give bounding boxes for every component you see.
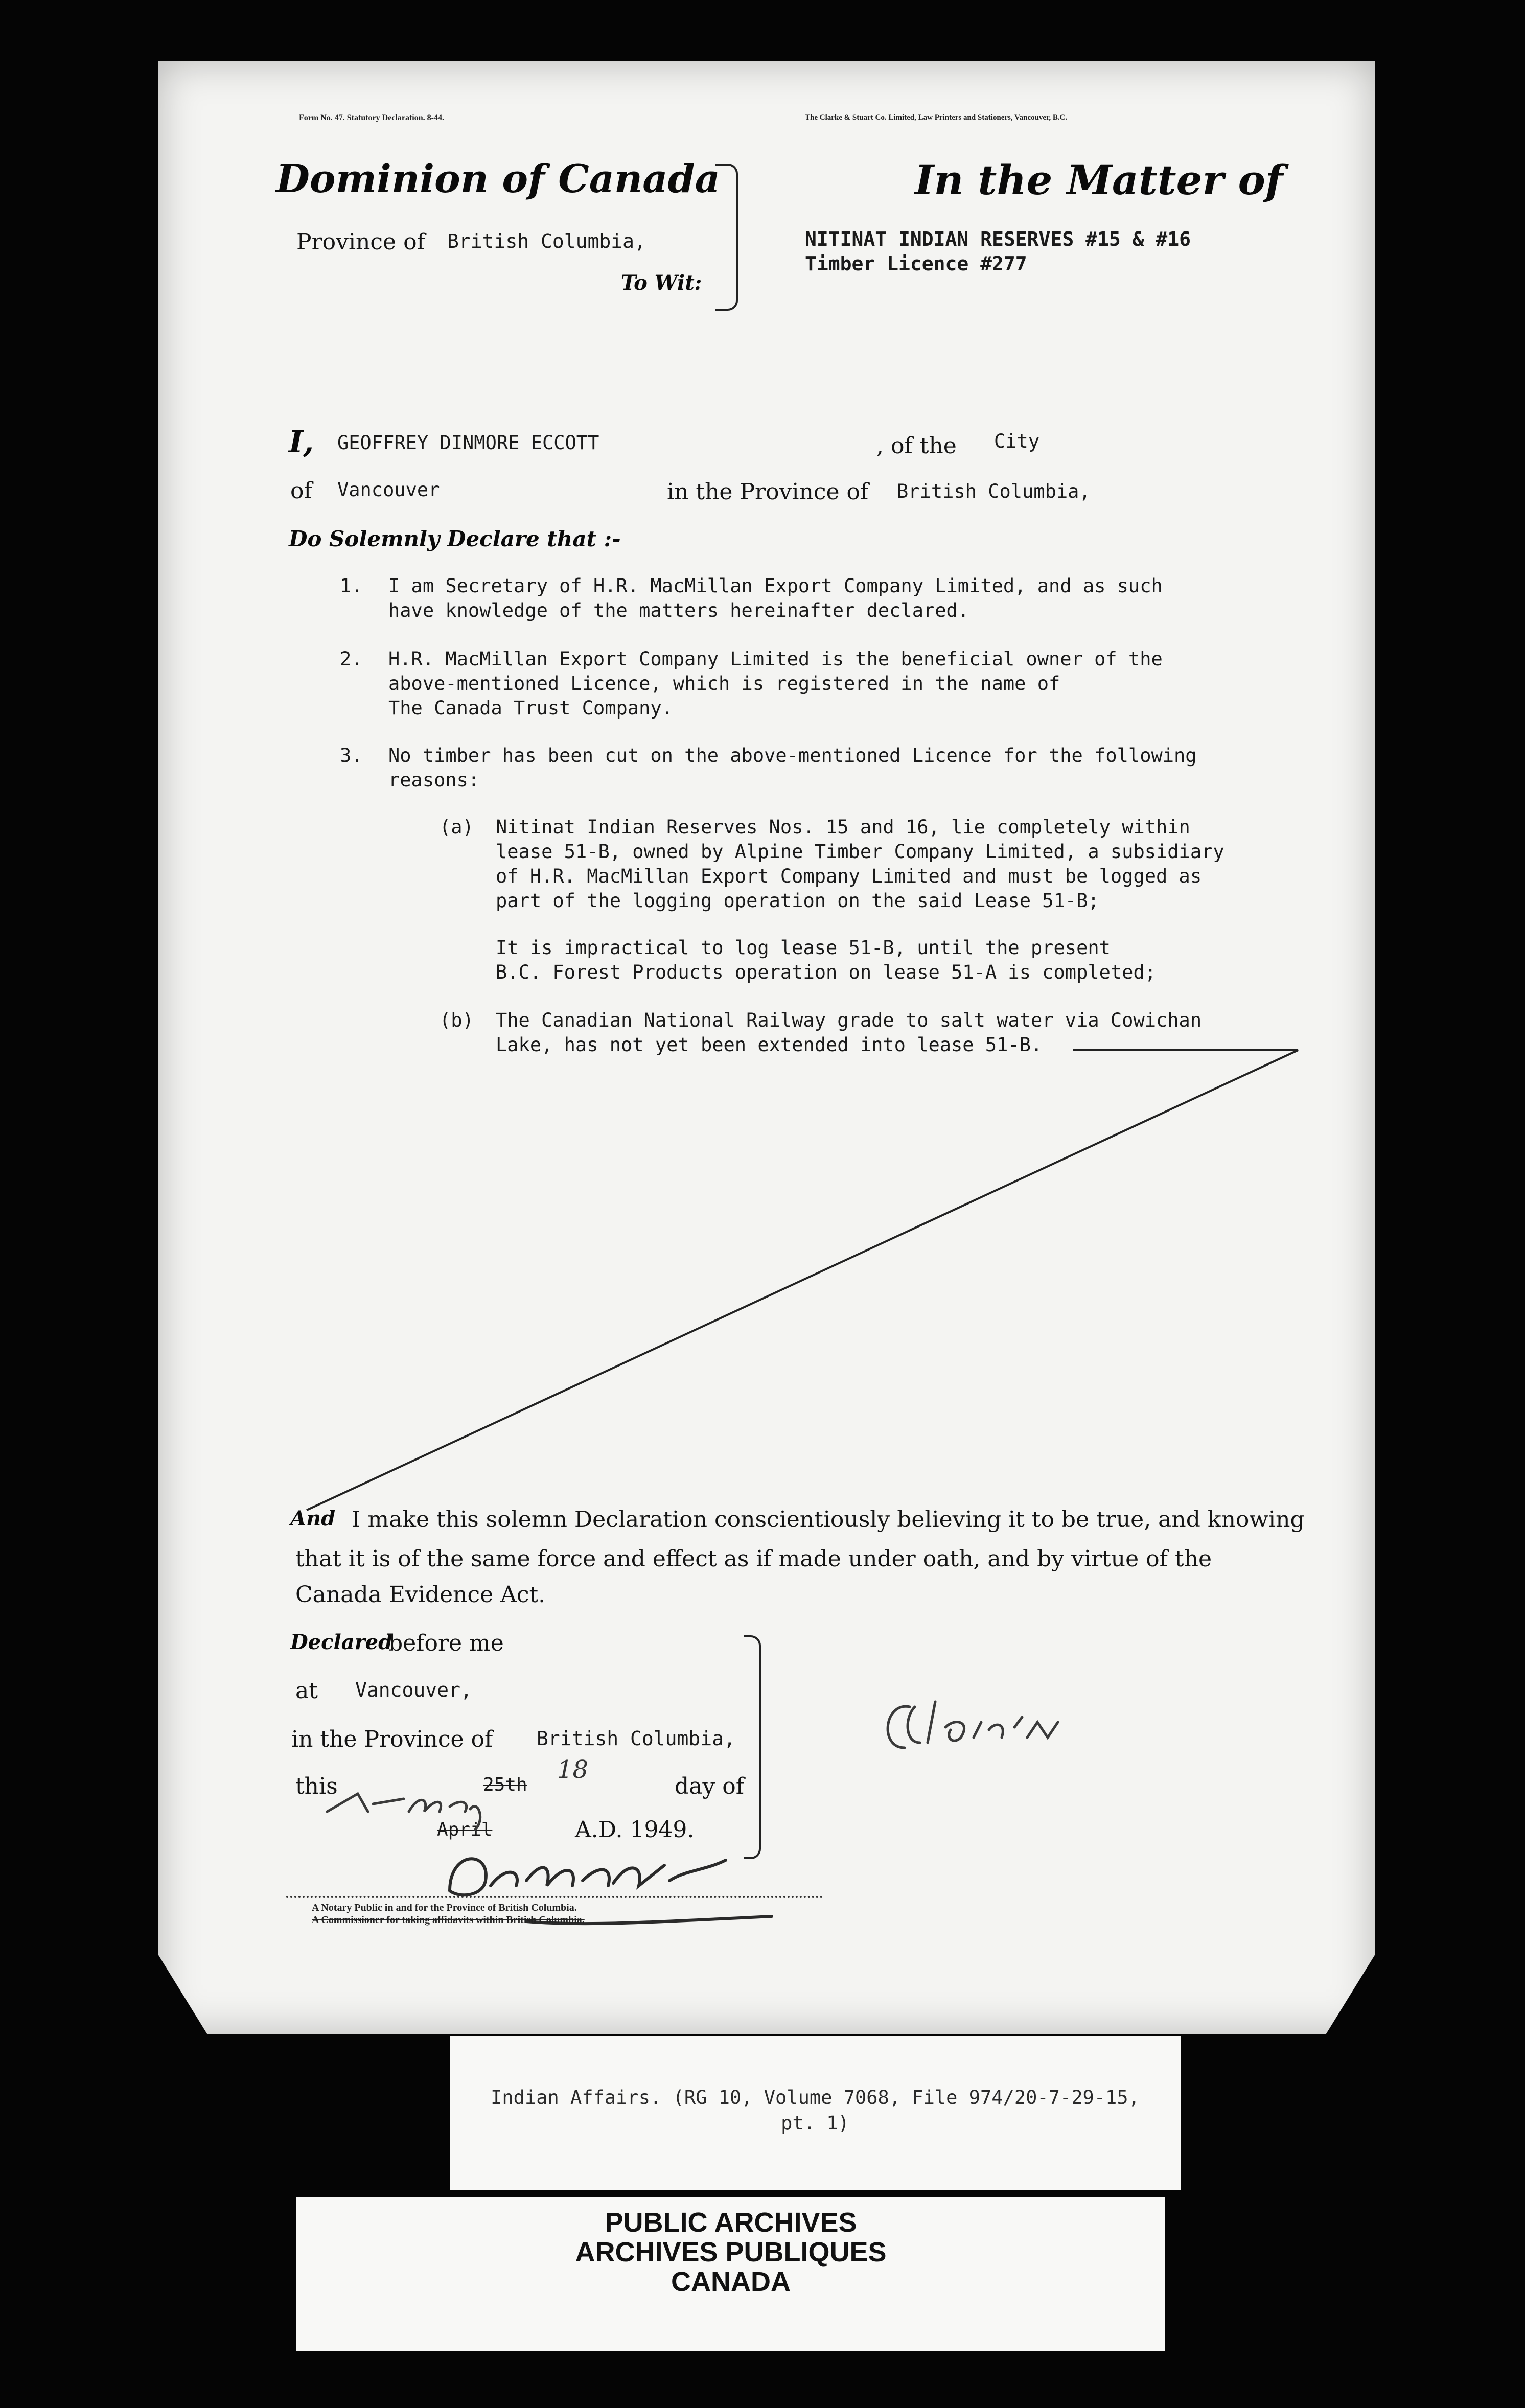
day-of-label: day of [675, 1773, 745, 1799]
sub-item-marker: (b) [440, 1009, 474, 1031]
form-number: Form No. 47. Statutory Declaration. 8-44. [299, 113, 444, 122]
province-value: British Columbia, [447, 230, 646, 252]
and-word: And [290, 1507, 336, 1531]
dominion-title: Dominion of Canada [276, 156, 720, 201]
item-text: No timber has been cut on the above-mentioned Licence for the following [388, 745, 1197, 767]
year: A.D. 1949. [575, 1817, 695, 1843]
day-handwritten: 18 [557, 1755, 589, 1784]
item-text: above-mentioned Licence, which is registered in the name of [388, 673, 1060, 694]
sub-item-text: Lake, has not yet been extended into lease 51-B. [496, 1034, 1043, 1056]
sub-item-text: It is impractical to log lease 51-B, until the present [496, 937, 1111, 959]
archives-stamp-line-3: CANADA [671, 2266, 791, 2297]
sub-item-text: of H.R. MacMillan Export Company Limited and must be logged as [496, 865, 1202, 887]
at-value: Vancouver, [355, 1679, 472, 1701]
printer-credit: The Clarke & Stuart Co. Limited, Law Printers and Stationers, Vancouver, B.C. [805, 113, 1068, 122]
archives-stamp-line-1: PUBLIC ARCHIVES [605, 2207, 857, 2238]
notary-caption-2: A Commissioner for taking affidavits within British Columbia. [312, 1914, 585, 1926]
item-number: 3. [340, 745, 363, 767]
item-text: reasons: [388, 769, 480, 791]
archive-ref-line-2: pt. 1) [781, 2112, 849, 2134]
closing-line-3: Canada Evidence Act. [295, 1582, 546, 1608]
item-text: H.R. MacMillan Export Company Limited is the beneficial owner of the [388, 648, 1163, 670]
jurat-province-label: in the Province of [291, 1726, 493, 1752]
item-text: The Canada Trust Company. [388, 697, 673, 719]
day-struck: 25th [483, 1774, 527, 1795]
to-wit: To Wit: [621, 271, 702, 295]
sub-item-text: B.C. Forest Products operation on lease 51-A is completed; [496, 961, 1157, 983]
notary-signature-line [286, 1896, 823, 1898]
archive-reference-label [450, 2036, 1181, 2190]
sub-item-text: part of the logging operation on the said Lease 51-B; [496, 890, 1099, 912]
of-the-value: City [994, 430, 1040, 452]
month-handwritten [327, 1794, 480, 1830]
closing-line-1: I make this solemn Declaration conscientiously believing it to be true, and knowing [352, 1507, 1305, 1533]
closing-line-2: that it is of the same force and effect as if made under oath, and by virtue of the [295, 1546, 1212, 1572]
this-label: this [295, 1773, 338, 1799]
item-number: 1. [340, 575, 363, 597]
archives-stamp-line-2: ARCHIVES PUBLIQUES [575, 2237, 887, 2267]
sub-item-text: The Canadian National Railway grade to salt water via Cowichan [496, 1009, 1202, 1031]
declared-before-me: before me [388, 1630, 504, 1656]
province-label-2: in the Province of [667, 479, 869, 505]
item-number: 2. [340, 648, 363, 670]
matter-line-2: Timber Licence #277 [805, 252, 1027, 275]
i-label: I, [289, 424, 314, 460]
declarant-place: Vancouver [337, 479, 440, 501]
archives-stamp [296, 2197, 1165, 2351]
sub-item-marker: (a) [440, 816, 474, 838]
solemnly-declare: Do Solemnly Declare that :- [289, 526, 621, 551]
jurat-province-value: British Columbia, [537, 1727, 735, 1750]
item-text: have knowledge of the matters hereinafter declared. [388, 599, 969, 621]
declared-word: Declared [290, 1630, 393, 1654]
of-the-label: , of the [876, 433, 957, 459]
at-label: at [295, 1678, 318, 1704]
matter-title: In the Matter of [915, 156, 1283, 204]
item-text: I am Secretary of H.R. MacMillan Export Company Limited, and as such [388, 575, 1163, 597]
archive-ref-line-1: Indian Affairs. (RG 10, Volume 7068, File 974/20-7-29-15, [491, 2087, 1140, 2109]
month-struck: April [437, 1819, 493, 1840]
sub-item-text: Nitinat Indian Reserves Nos. 15 and 16, lie completely within [496, 816, 1190, 838]
declarant-name: GEOFFREY DINMORE ECCOTT [337, 432, 599, 454]
notary-caption-1: A Notary Public in and for the Province of British Columbia. [312, 1902, 577, 1913]
declarant-signature [888, 1702, 1058, 1748]
matter-line-1: NITINAT INDIAN RESERVES #15 & #16 [805, 228, 1191, 250]
of-label: of [290, 478, 312, 504]
province-label: Province of [296, 229, 425, 255]
declarant-province: British Columbia, [897, 480, 1091, 502]
sub-item-text: lease 51-B, owned by Alpine Timber Company Limited, a subsidiary [496, 841, 1224, 863]
